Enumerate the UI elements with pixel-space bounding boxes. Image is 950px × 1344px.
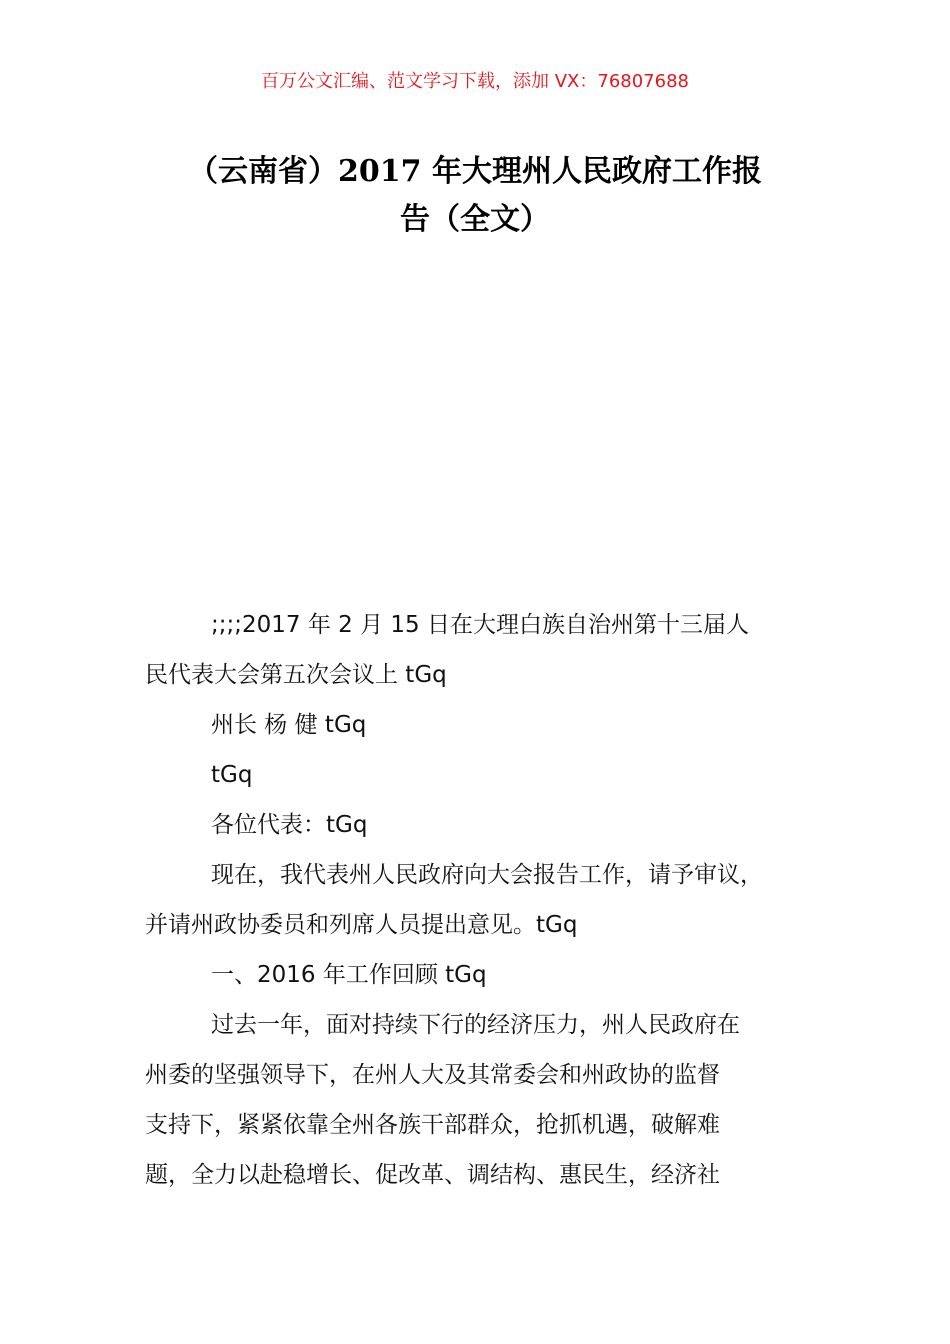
paragraph-blank-marker bbox=[145, 750, 835, 800]
paragraph-line: 过去一年，面对持续下行的经济压力，州人民政府在 bbox=[211, 1012, 740, 1038]
paragraph-salutation bbox=[145, 800, 835, 850]
paragraph-line: ;;;;2017 年 2 月 15 日在大理白族自治州第十三届人 bbox=[211, 612, 749, 638]
paragraph-line: 一、2016 年工作回顾 tGq bbox=[211, 962, 487, 988]
title-line-1: （云南省）2017 年大理州人民政府工作报 bbox=[188, 154, 762, 189]
paragraph-line: 民代表大会第五次会议上 tGq bbox=[145, 662, 447, 688]
section-heading-2016-review bbox=[145, 950, 835, 1000]
document-body bbox=[145, 600, 835, 1200]
paragraph-line: 题，全力以赴稳增长、促改革、调结构、惠民生，经济社 bbox=[145, 1162, 720, 1188]
paragraph-line: 州委的坚强领导下，在州人大及其常委会和州政协的监督 bbox=[145, 1062, 720, 1088]
paragraph-line: 各位代表：tGq bbox=[211, 812, 368, 838]
paragraph-meeting-date bbox=[145, 600, 835, 700]
title-line-2: 告（全文） bbox=[400, 202, 550, 237]
paragraph-line: 并请州政协委员和列席人员提出意见。tGq bbox=[145, 912, 578, 938]
paragraph-speaker bbox=[145, 700, 835, 750]
paragraph-line: 支持下，紧紧依靠全州各族干部群众，抢抓机遇，破解难 bbox=[145, 1112, 720, 1138]
paragraph-line: tGq bbox=[211, 762, 253, 788]
promo-banner: 百万公文汇编、范文学习下载，添加 VX：76807688 bbox=[261, 71, 689, 92]
paragraph-past-year bbox=[145, 1000, 835, 1200]
paragraph-line: 现在，我代表州人民政府向大会报告工作，请予审议， bbox=[211, 862, 763, 888]
paragraph-line: 州长 杨 健 tGq bbox=[211, 712, 367, 738]
paragraph-intro bbox=[145, 850, 835, 950]
document-title bbox=[130, 148, 820, 244]
